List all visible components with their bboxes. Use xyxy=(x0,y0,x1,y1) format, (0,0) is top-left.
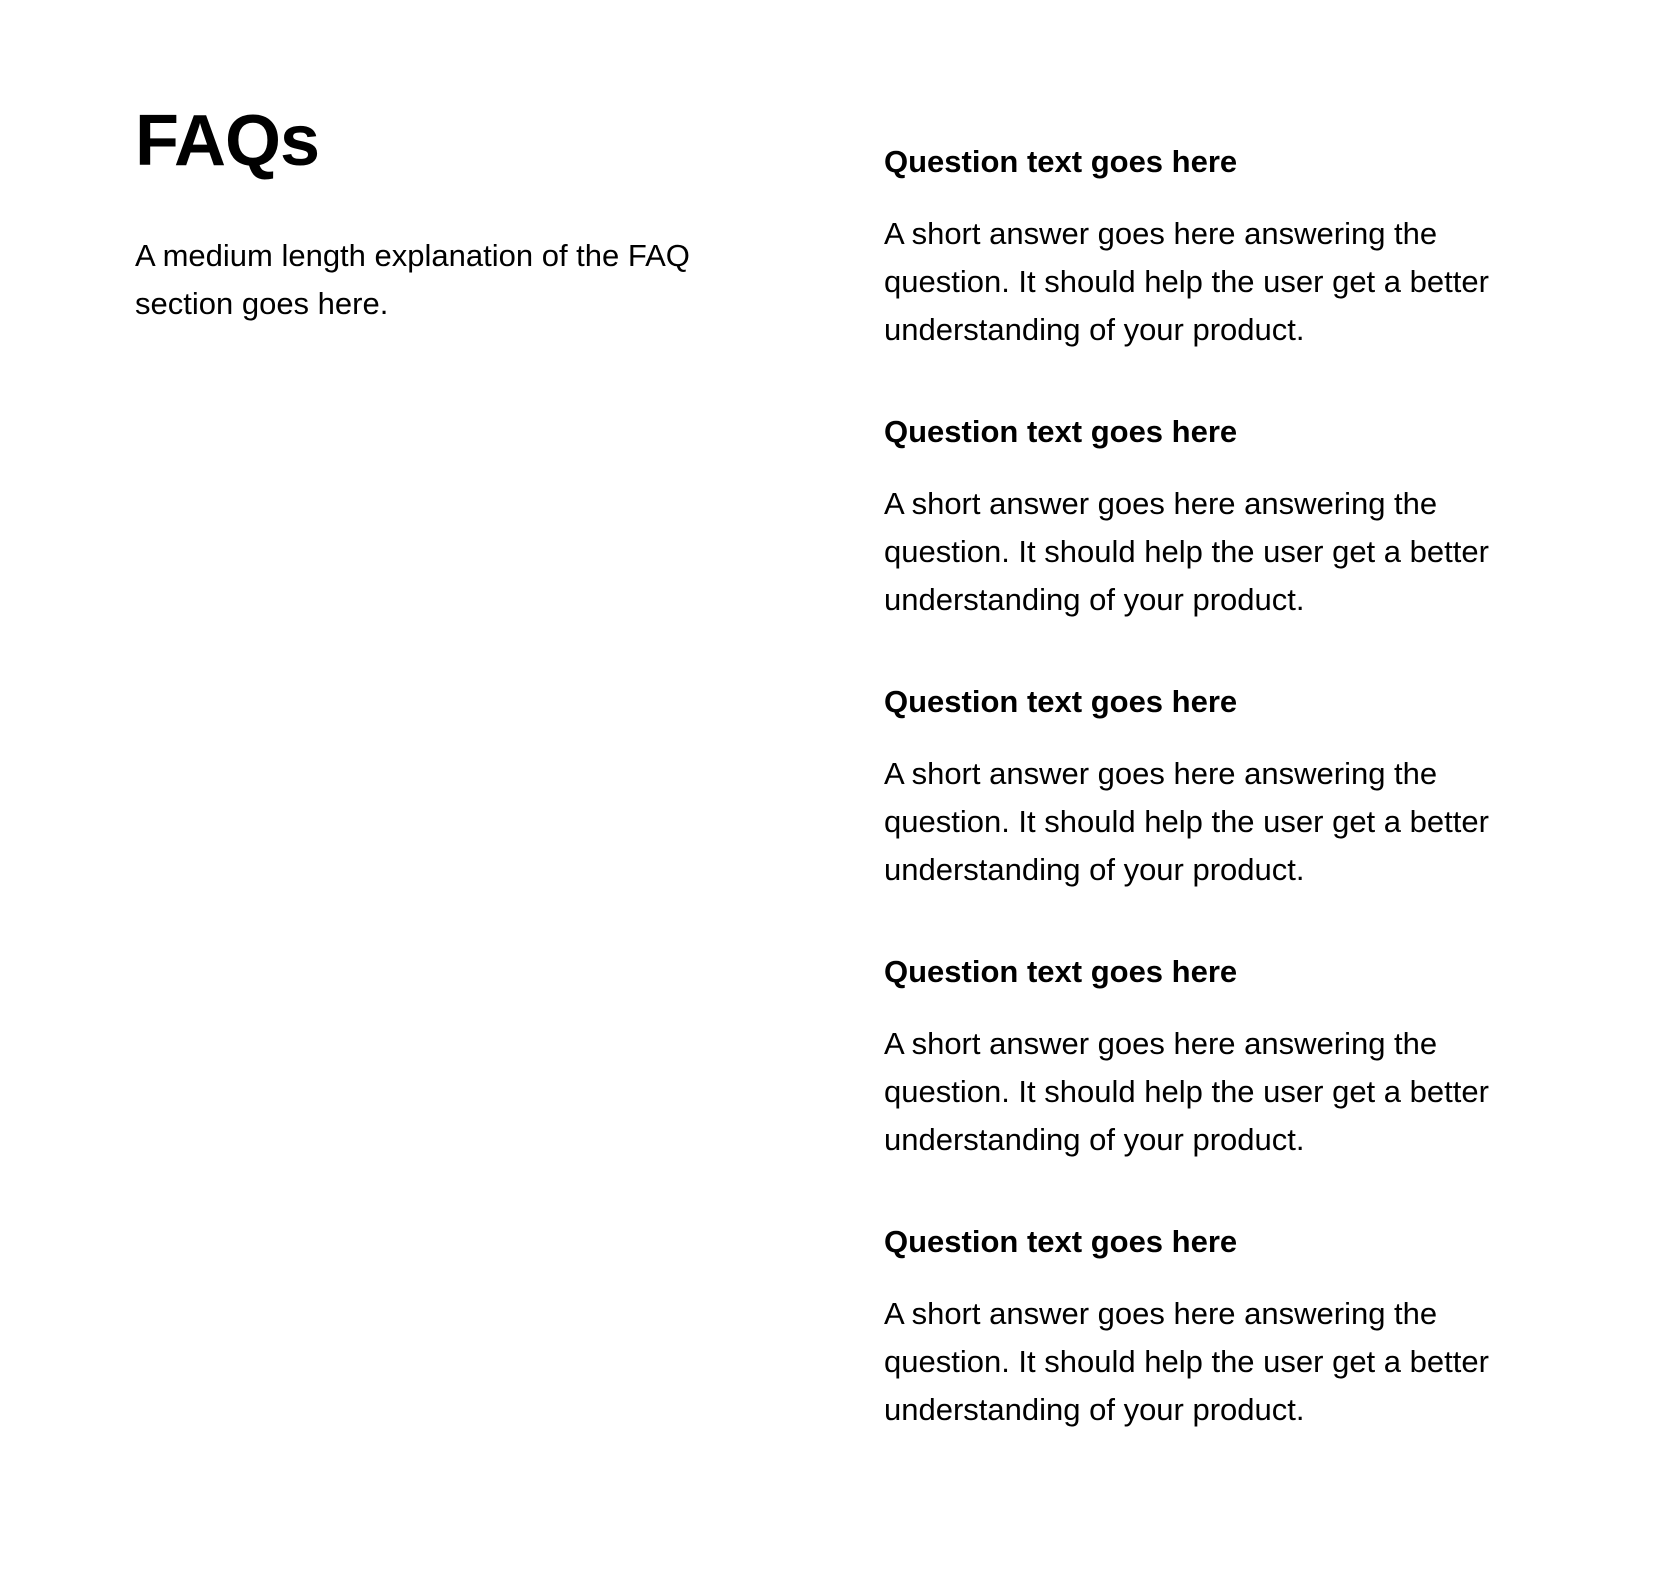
faq-answer: A short answer goes here answering the question. It should help the user get a better understanding of your product. xyxy=(884,486,1489,617)
faq-intro xyxy=(135,96,755,328)
page-title: FAQs xyxy=(135,101,320,181)
faq-item-1 xyxy=(884,138,1564,354)
faq-answer: A short answer goes here answering the question. It should help the user get a better understanding of your product. xyxy=(884,1026,1489,1157)
faq-answer: A short answer goes here answering the question. It should help the user get a better understanding of your product. xyxy=(884,216,1489,347)
faq-question: Question text goes here xyxy=(884,1224,1238,1259)
faq-question: Question text goes here xyxy=(884,414,1238,449)
faq-answer: A short answer goes here answering the question. It should help the user get a better understanding of your product. xyxy=(884,1296,1489,1427)
faq-item-5 xyxy=(884,1218,1564,1434)
faq-item-2 xyxy=(884,408,1564,624)
faq-list xyxy=(884,138,1564,1488)
faq-item-4 xyxy=(884,948,1564,1164)
faq-item-3 xyxy=(884,678,1564,894)
faq-question: Question text goes here xyxy=(884,144,1238,179)
faq-description: A medium length explanation of the FAQ section goes here. xyxy=(135,238,690,321)
faq-question: Question text goes here xyxy=(884,684,1238,719)
faq-answer: A short answer goes here answering the question. It should help the user get a better understanding of your product. xyxy=(884,756,1489,887)
faq-question: Question text goes here xyxy=(884,954,1238,989)
